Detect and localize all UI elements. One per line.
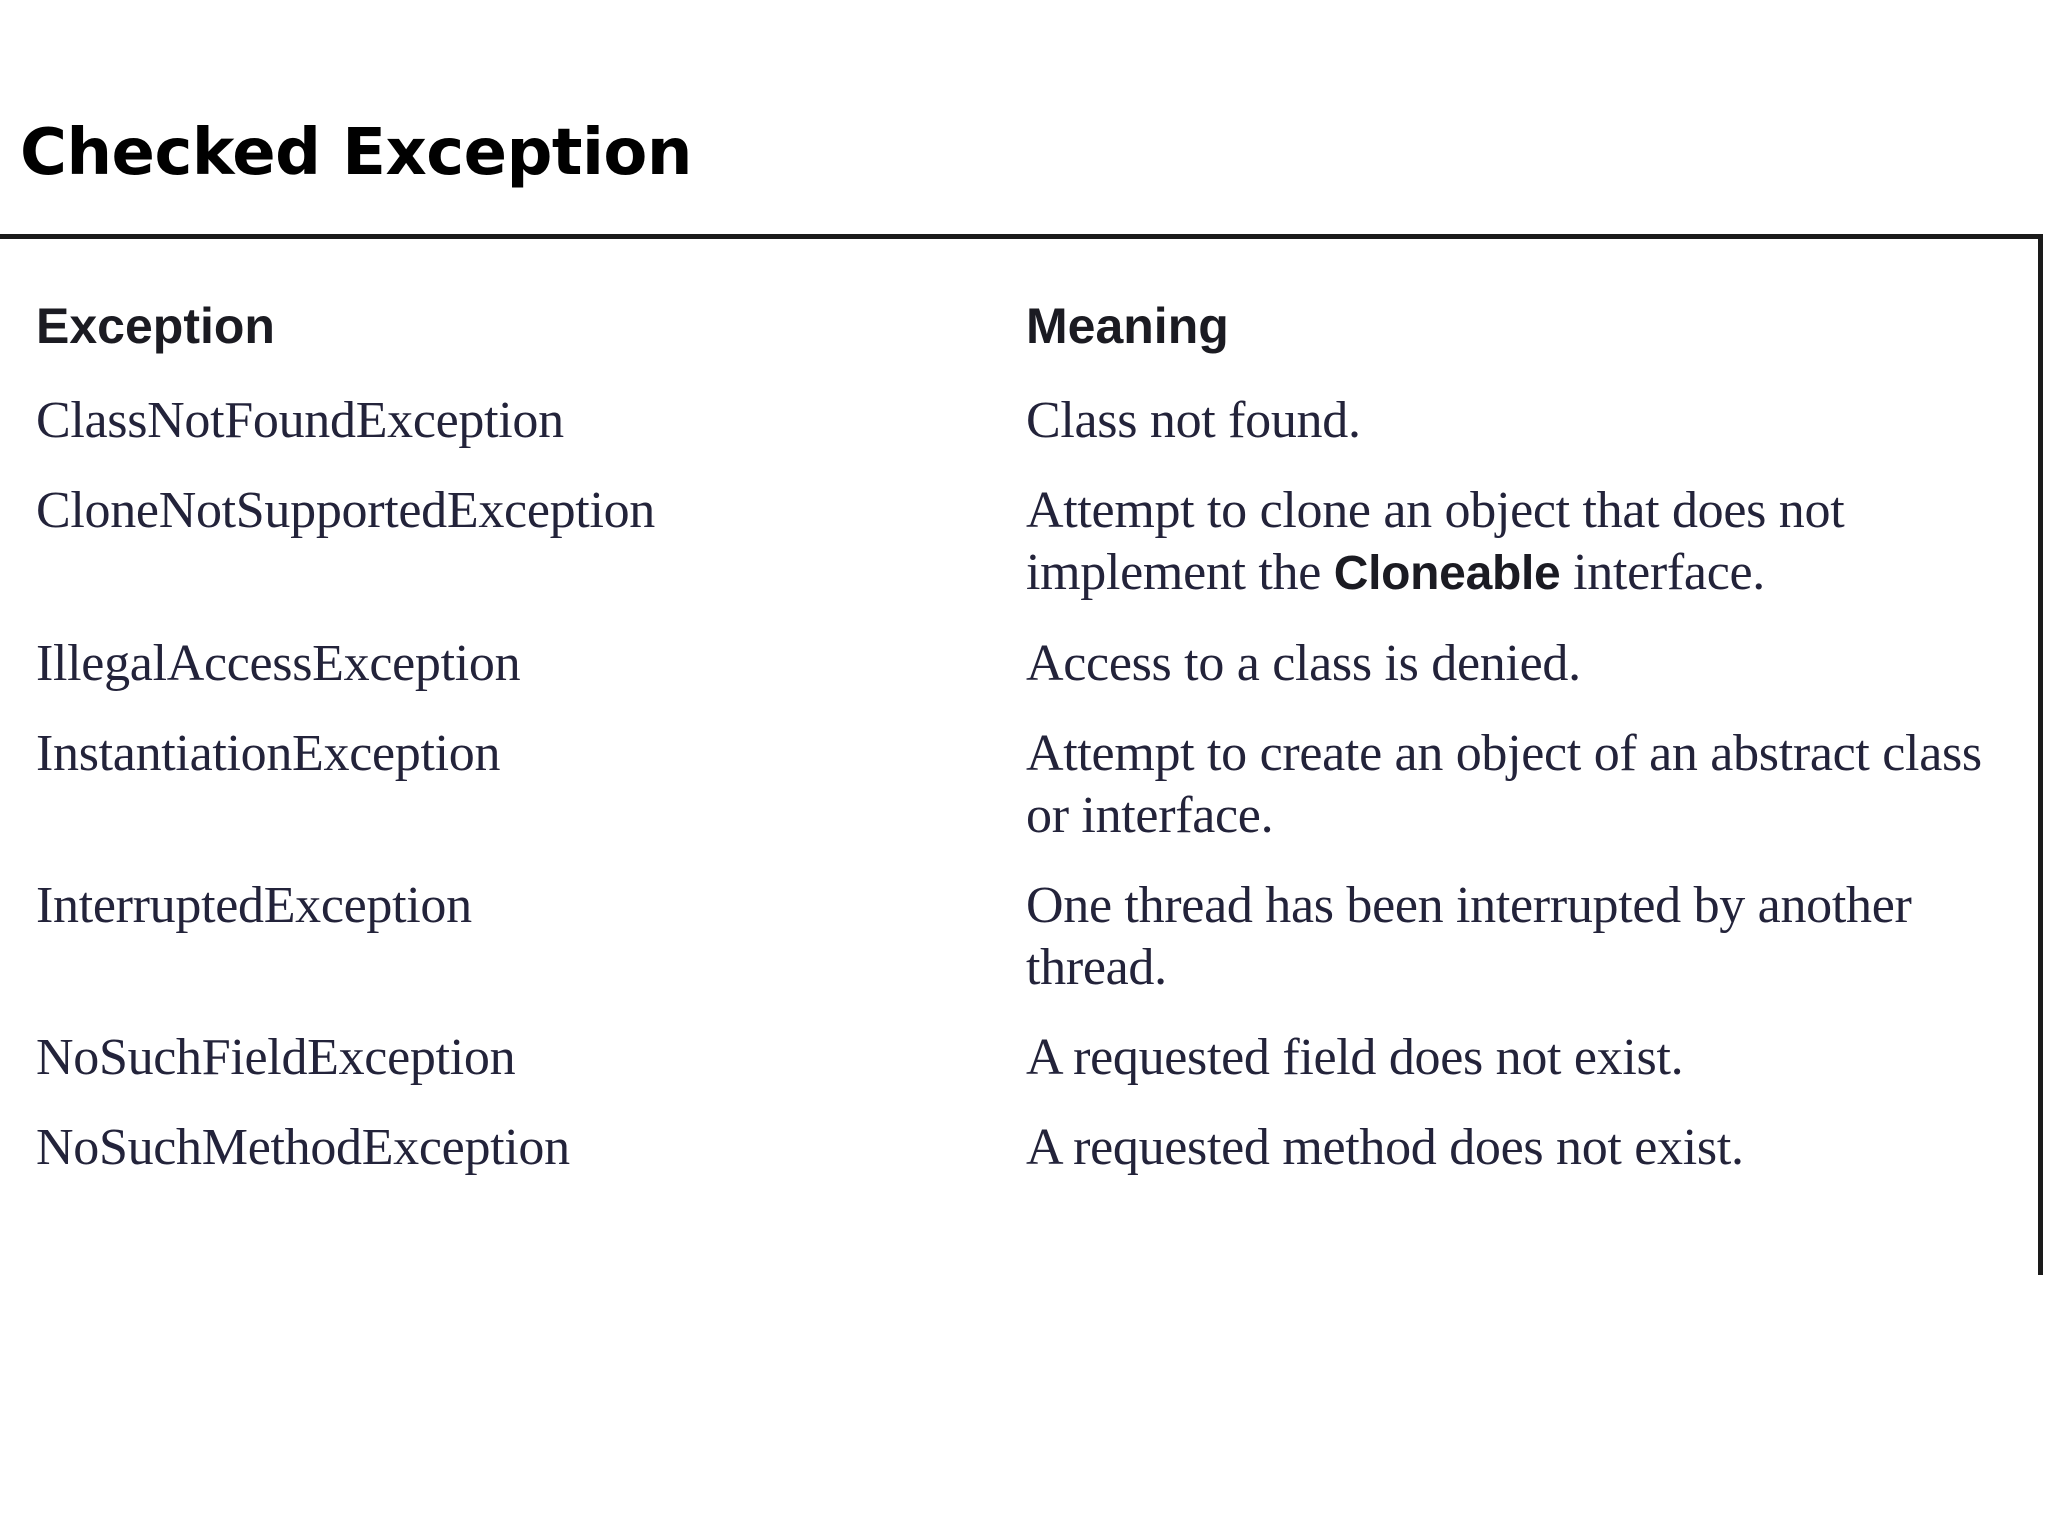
exception-table [36, 299, 1996, 1199]
meaning-text: Access to a class is denied. [1026, 635, 1581, 692]
table-frame [0, 234, 2043, 1275]
exception-meaning [1026, 625, 1996, 715]
table-row [36, 382, 1996, 472]
exception-name: NoSuchMethodException [36, 1119, 570, 1176]
table-row [36, 715, 1996, 867]
exception-name: NoSuchFieldException [36, 1029, 516, 1086]
meaning-text: Attempt to create an object of an abstract class or interface. [1026, 725, 1982, 844]
exception-meaning [1026, 1019, 1996, 1109]
exception-meaning [1026, 1109, 1996, 1199]
exception-name: InstantiationException [36, 725, 501, 782]
meaning-text: Attempt to clone an object that does not implement the [1026, 482, 1845, 601]
table-header-row [36, 299, 1996, 382]
header-meaning: Meaning [1026, 298, 1229, 354]
meaning-text-end: interface. [1560, 544, 1765, 601]
exception-meaning [1026, 382, 1996, 472]
exception-meaning [1026, 867, 1996, 1019]
header-exception: Exception [36, 298, 275, 354]
meaning-keyword: Cloneable [1333, 547, 1561, 600]
table-row [36, 1109, 1996, 1199]
exception-name: CloneNotSupportedException [36, 482, 655, 539]
meaning-text: One thread has been interrupted by another thread. [1026, 877, 1912, 996]
table-row [36, 625, 1996, 715]
exception-name: ClassNotFoundException [36, 392, 564, 449]
table-row [36, 472, 1996, 625]
table-row [36, 1019, 1996, 1109]
meaning-text: A requested field does not exist. [1026, 1029, 1684, 1086]
exception-name: IllegalAccessException [36, 635, 521, 692]
meaning-text: A requested method does not exist. [1026, 1119, 1744, 1176]
exception-meaning [1026, 472, 1996, 625]
exception-name: InterruptedException [36, 877, 472, 934]
table-row [36, 867, 1996, 1019]
meaning-text: Class not found. [1026, 392, 1361, 449]
slide-title: Checked Exception [20, 116, 692, 190]
exception-meaning [1026, 715, 1996, 867]
